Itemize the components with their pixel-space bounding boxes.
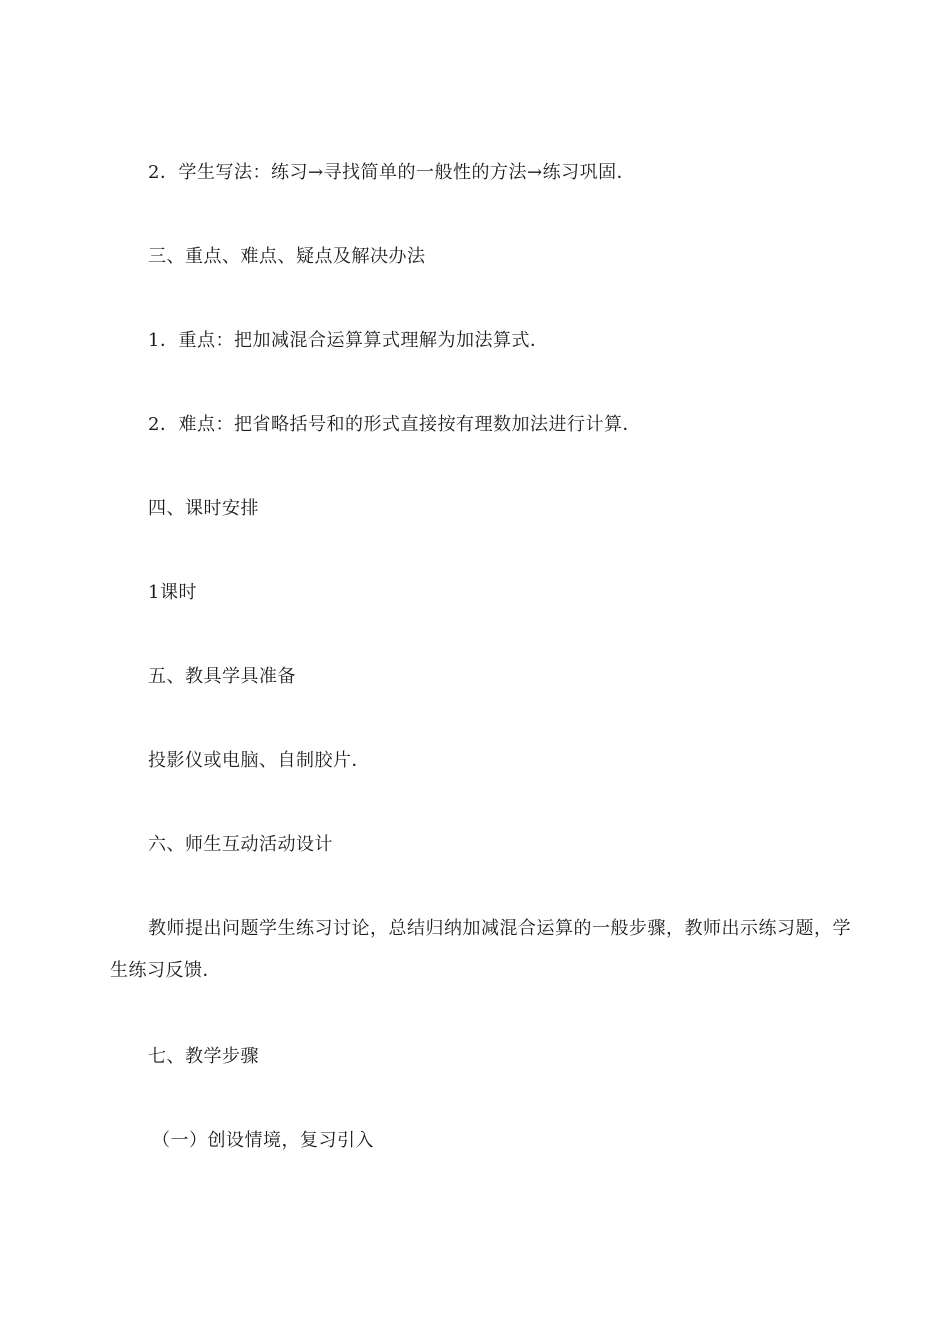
paragraph-class-hours: 1课时 — [148, 582, 197, 603]
heading-interaction-design: 六、师生互动活动设计 — [148, 834, 333, 855]
heading-teaching-steps: 七、教学步骤 — [148, 1046, 259, 1067]
heading-step-one: （一）创设情境，复习引入 — [152, 1130, 374, 1151]
paragraph-difficulty: 2．难点：把省略括号和的形式直接按有理数加法进行计算． — [148, 414, 641, 435]
heading-class-schedule: 四、课时安排 — [148, 498, 259, 519]
paragraph-teaching-aids: 投影仪或电脑、自制胶片． — [148, 750, 370, 771]
heading-teaching-aids: 五、教具学具准备 — [148, 666, 296, 687]
paragraph-student-writing-method: 2．学生写法：练习→寻找简单的一般性的方法→练习巩固． — [148, 162, 636, 183]
paragraph-interaction-design: 教师提出问题学生练习讨论，总结归纳加减混合运算的一般步骤，教师出示练习题，学生练习反馈． — [110, 918, 851, 981]
heading-key-points: 三、重点、难点、疑点及解决办法 — [148, 246, 426, 267]
paragraph-key-point: 1．重点：把加减混合运算算式理解为加法算式． — [148, 330, 549, 351]
